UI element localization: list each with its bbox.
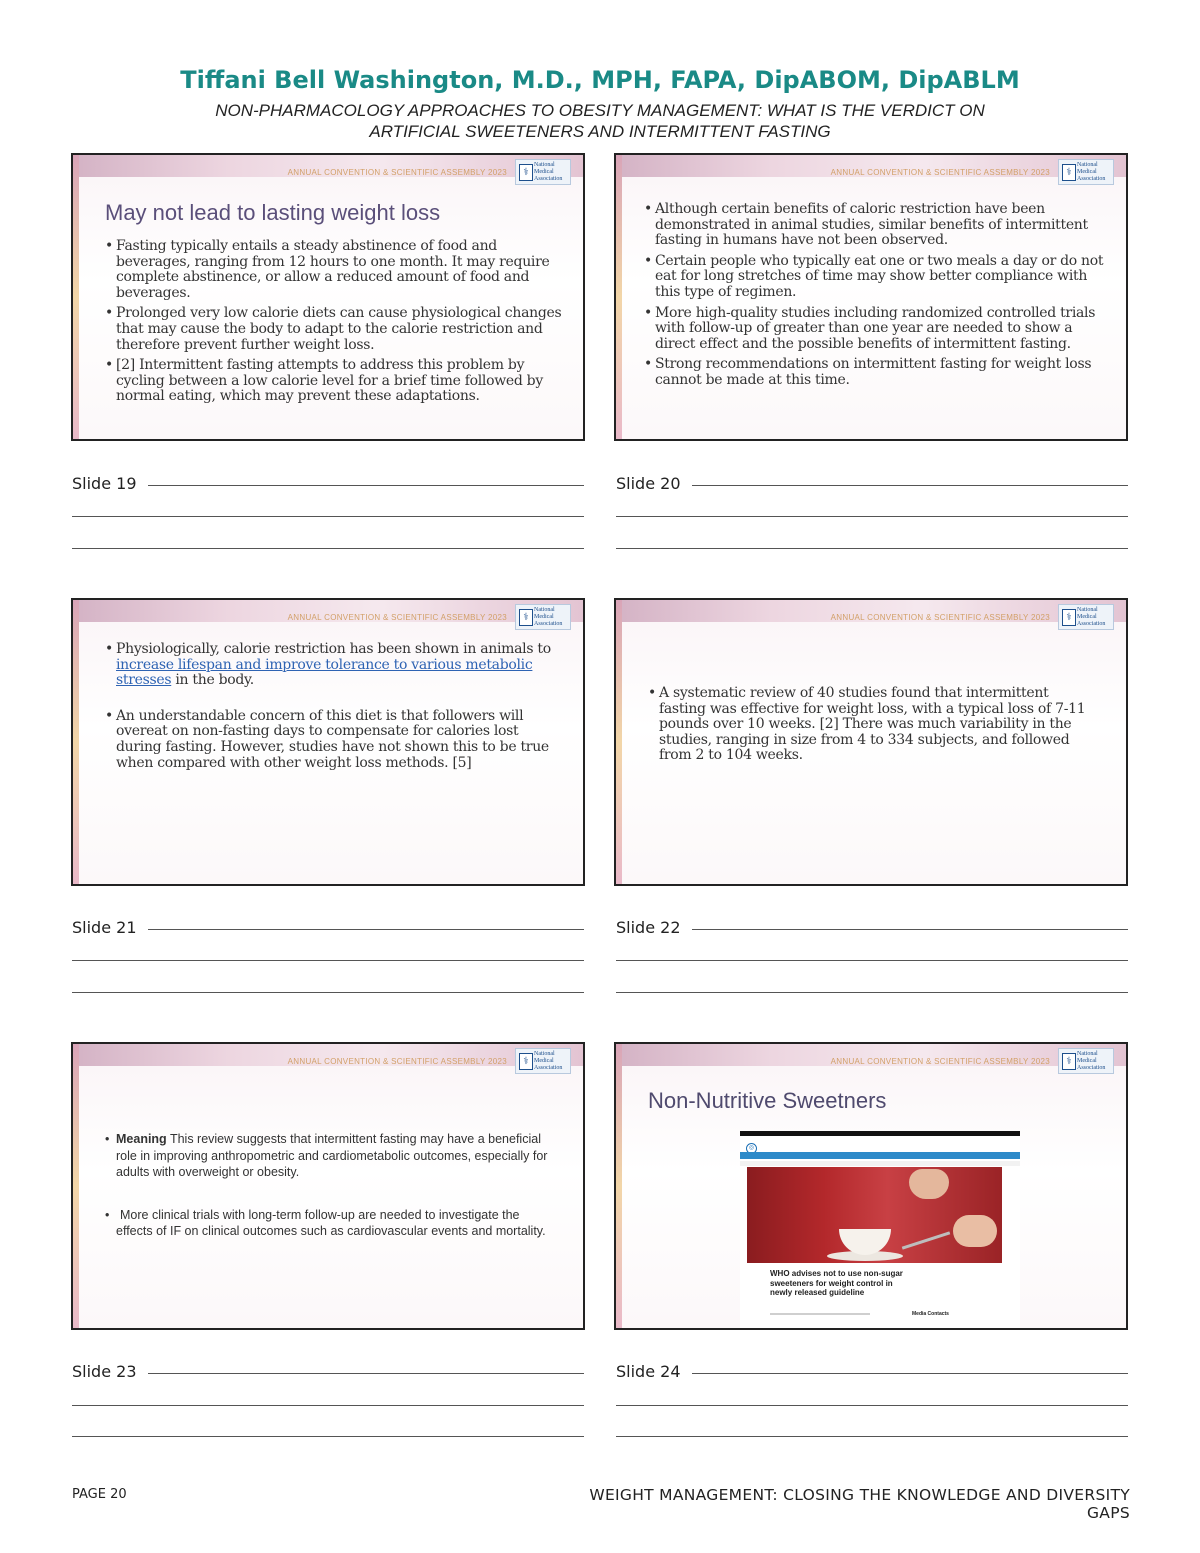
presentation-title-line-1: NON-PHARMACOLOGY APPROACHES TO OBESITY MANAGEMENT: WHAT IS THE VERDICT ON: [215, 101, 985, 120]
note-line: [72, 548, 584, 549]
nma-logo: ⚕ National Medical Association: [1058, 159, 1114, 185]
note-line: [616, 992, 1128, 993]
slide-20: [614, 153, 1128, 441]
slide-19: [71, 153, 585, 441]
slide-20-label: Slide 20: [616, 474, 681, 493]
author-name: Tiffani Bell Washington, M.D., MPH, FAPA, DipABOM, DipABLM: [180, 66, 1020, 94]
globe-icon: ◎: [746, 1143, 757, 1154]
convention-banner: ANNUAL CONVENTION & SCIENTIFIC ASSEMBLY 2023: [287, 613, 507, 622]
note-line: [72, 992, 584, 993]
decorative-edge: [616, 1044, 622, 1328]
slide-21: [71, 598, 585, 886]
convention-banner: ANNUAL CONVENTION & SCIENTIFIC ASSEMBLY 2023: [287, 168, 507, 177]
nma-logo: ⚕ National Medical Association: [515, 604, 571, 630]
caduceus-icon: ⚕: [1062, 164, 1076, 181]
convention-banner: ANNUAL CONVENTION & SCIENTIFIC ASSEMBLY 2023: [287, 1057, 507, 1066]
slide-23: [71, 1042, 585, 1330]
note-line: [616, 516, 1128, 517]
slide-23-label: Slide 23: [72, 1362, 137, 1381]
list-item: • Although certain benefits of caloric restriction have been demonstrated in animal studies, similar benefits of intermittent fasting in humans have not been observed.: [644, 201, 1088, 249]
note-line: [692, 485, 1128, 486]
convention-banner: ANNUAL CONVENTION & SCIENTIFIC ASSEMBLY 2023: [830, 168, 1050, 177]
bullet-list: [644, 202, 1114, 394]
caduceus-icon: ⚕: [519, 1053, 533, 1070]
breadcrumb: [740, 1161, 1020, 1166]
slide-21-label: Slide 21: [72, 918, 137, 937]
caduceus-icon: ⚕: [519, 609, 533, 626]
decorative-edge: [73, 600, 79, 884]
list-item: • Certain people who typically eat one or two meals a day or do not eat for long stretches of time may show better compliance with this type of regimen.: [644, 252, 1104, 300]
note-line: [72, 516, 584, 517]
decorative-edge: [73, 155, 79, 439]
who-webpage-screenshot: [740, 1131, 1020, 1330]
slide-24-label: Slide 24: [616, 1362, 681, 1381]
photo-hand: [909, 1169, 949, 1199]
slide-22-label: Slide 22: [616, 918, 681, 937]
convention-banner: ANNUAL CONVENTION & SCIENTIFIC ASSEMBLY 2023: [830, 1057, 1050, 1066]
meaning-label: Meaning: [116, 1132, 167, 1146]
publication-title: WEIGHT MANAGEMENT: CLOSING THE KNOWLEDGE AND DIVERSITY GAPS: [589, 1486, 1130, 1522]
bullet-list: [105, 1131, 550, 1245]
page-number: PAGE 20: [72, 1487, 127, 1502]
caduceus-icon: ⚕: [1062, 609, 1076, 626]
slide-19-label: Slide 19: [72, 474, 137, 493]
bullet-list: [105, 239, 571, 410]
list-item: • More high-quality studies including randomized controlled trials with follow-up of greater than one year are needed to show a direct effect and the possible benefits of intermittent fasting.: [644, 304, 1096, 352]
note-line: [148, 1373, 584, 1374]
list-item: • An understandable concern of this diet is that followers will overeat on non-fasting days to compensate for calories lost during fasting. However, studies have not shown this to be true when compared with other weight loss methods. [5]: [105, 707, 549, 771]
note-line: [148, 929, 584, 930]
list-item: • A systematic review of 40 studies found that intermittent fasting was effective for weight loss, with a typical loss of 7-11 pounds over 10 weeks. [2] There was much variability in the studies, ranging in size from 4 to 334 subjects, and followed from 2 to 104 weeks.: [648, 685, 1086, 764]
list-item: • Strong recommendations on intermittent fasting for weight loss cannot be made at this time.: [644, 356, 1092, 388]
nma-logo: ⚕ National Medical Association: [1058, 1048, 1114, 1074]
web-headline: WHO advises not to use non-sugar sweeteners for weight control in newly released guideline: [770, 1269, 903, 1297]
note-line: [692, 929, 1128, 930]
nma-logo: ⚕ National Medical Association: [515, 159, 571, 185]
list-item: • Prolonged very low calorie diets can cause physiological changes that may cause the body to adapt to the calorie restriction and therefore prevent further weight loss.: [105, 305, 562, 353]
photo-hand: [953, 1215, 997, 1247]
slide-22: [614, 598, 1128, 886]
note-line: [616, 1436, 1128, 1437]
sweetener-photo: [747, 1167, 1002, 1263]
note-line: [616, 1405, 1128, 1406]
nma-logo: ⚕ National Medical Association: [1058, 604, 1114, 630]
note-line: [148, 485, 584, 486]
decorative-edge: [73, 1044, 79, 1328]
nma-logo: ⚕ National Medical Association: [515, 1048, 571, 1074]
bullet-list: [648, 686, 1094, 769]
convention-banner: ANNUAL CONVENTION & SCIENTIFIC ASSEMBLY 2023: [830, 613, 1050, 622]
site-header: [740, 1136, 1020, 1150]
note-line: [616, 548, 1128, 549]
note-line: [692, 1373, 1128, 1374]
note-line: [72, 1436, 584, 1437]
site-nav-bar: [740, 1152, 1020, 1159]
reference-link[interactable]: increase lifespan and improve tolerance to various metabolic stresses: [116, 656, 533, 689]
bullet-list: [105, 642, 565, 776]
list-item: • [2] Intermittent fasting attempts to address this problem by cycling between a low calorie level for a brief time followed by normal eating, which may prevent these adaptations.: [105, 357, 543, 405]
caduceus-icon: ⚕: [1062, 1053, 1076, 1070]
list-item: • Physiologically, calorie restriction has been shown in animals to increase lifespan and improve tolerance to various metabolic stresses in the body.: [105, 641, 551, 689]
list-item: • Meaning This review suggests that intermittent fasting may have a beneficial role in improving anthropometric and cardiometabolic outcomes, especially for adults with overweight or obesity.: [105, 1132, 548, 1179]
list-item: • Fasting typically entails a steady abstinence of food and beverages, ranging from 12 hours to one month. It may require complete abstinence, or allow a reduced amount of food and beverages.: [105, 238, 550, 301]
slide-title: Non-Nutritive Sweetners: [648, 1088, 887, 1113]
note-line: [616, 960, 1128, 961]
photo-spoon: [902, 1231, 950, 1249]
media-contacts: Media Contacts: [912, 1311, 949, 1317]
slide-24: [614, 1042, 1128, 1330]
fine-print: [770, 1313, 870, 1315]
note-line: [72, 960, 584, 961]
decorative-edge: [616, 600, 622, 884]
note-line: [72, 1405, 584, 1406]
slide-title: May not lead to lasting weight loss: [105, 200, 441, 225]
caduceus-icon: ⚕: [519, 164, 533, 181]
presentation-title-line-2: ARTIFICIAL SWEETENERS AND INTERMITTENT FASTING: [369, 122, 831, 141]
decorative-edge: [616, 155, 622, 439]
presentation-title: [150, 100, 1050, 142]
list-item: • More clinical trials with long-term follow-up are needed to investigate the effects of IF on clinical outcomes such as cardiovascular events and mortality.: [105, 1207, 546, 1238]
